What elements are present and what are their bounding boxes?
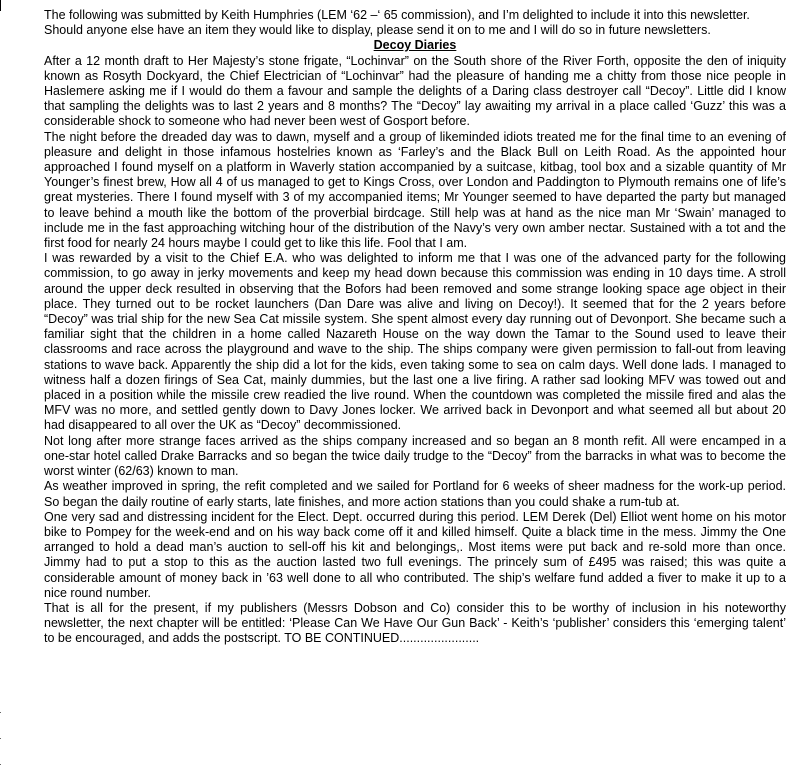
scan-speck — [0, 712, 1, 713]
scan-edge-mark — [0, 0, 1, 11]
body-paragraph-2: The night before the dreaded day was to dawn, myself and a group of likeminded idiots treated me for the final time to an evening of pleasure and delight in those infamous hostelries known as ‘Farley’s and the Black Bull on Leith Road. As the appointed hour approached I found myself on a platform in Waverly station accompanied by a suitcase, kitbag, tool box and a sizable quantity of Mr Younger’s finest brew, How all 4 of us managed to get to Kings Cross, over London and Paddington to Plymouth remains one of life’s great mysteries. There I found myself with 3 of my accompanied items; Mr Younger seemed to have departed the party but managed to leave behind a mouth like the bottom of the proverbial birdcage. Still help was at hand as the nice man Mr ‘Swain’ managed to include me in the fast approaching witching hour of the distribution of the Navy’s very own amber nectar. Sustained with a tot and the first food for nearly 24 hours maybe I could get to like this life. Fool that I am. — [44, 129, 786, 251]
body-paragraph-5: As weather improved in spring, the refit completed and we sailed for Portland for 6 weeks of sheer madness for the work-up period. So began the daily routine of early starts, late finishes, and more action stations than you could shake a rum-tub at. — [44, 479, 786, 509]
intro-paragraph: The following was submitted by Keith Humphries (LEM ‘62 –‘ 65 commission), and I’m delighted to include it into this newsletter. Should anyone else have an item they would like to display, please send it on to me and I will do so in future newsletters. — [44, 8, 750, 38]
scan-speck — [0, 738, 1, 739]
body-paragraph-4: Not long after more strange faces arrived as the ships company increased and so began an 8 month refit. All were encamped in a one-star hotel called Drake Barracks and so began the twice daily trudge to the “Decoy” from the barracks in what was to become the worst winter (62/63) known to man. — [44, 433, 786, 479]
newsletter-page — [44, 8, 786, 647]
body-paragraph-3: I was rewarded by a visit to the Chief E.A. who was delighted to inform me that I was one of the advanced party for the following commission, to go away in jerky movements and keep my head down because this commission was ending in 10 days time. A stroll around the upper deck resulted in observing that the Bofors had been removed and some strange looking space age object in their place. They turned out to be rocket launchers (Dan Dare was alive and living on Decoy!). It seemed that for the 2 years before “Decoy” was trial ship for the new Sea Cat missile system. She spent almost every day running out of Devonport. She became such a familiar sight that the children in a home called Nazareth House on the way down the Tamar to the Sound used to leave their classrooms and race across the playground and wave to the ship. The ships company were given permission to fall-out from leaving stations to wave back. Apparently the ship did a lot for the kids, even taking some to sea on calm days. Well done lads. I managed to witness half a dozen firings of Sea Cat, mainly dummies, but the last one a live firing. A rather sad looking MFV was towed out and placed in a position while the missile crew readied the live round. When the countdown was completed the missile fired and alas the MFV was no more, and settled gently down to Davy Jones locker. We arrived back in Devonport and what seemed all but about 20 had disappeared to all over the UK as “Decoy” decommissioned. — [44, 251, 786, 433]
closing-paragraph: That is all for the present, if my publishers (Messrs Dobson and Co) consider this to be worthy of inclusion in his noteworthy newsletter, the next chapter will be entitled: ‘Please Can We Have Our Gun Back’ - Keith’s ‘publisher’ considers this ‘emerging talent’ to be encouraged, and adds the postscript. TO BE CONTINUED....................... — [44, 600, 786, 646]
scan-speck — [0, 764, 1, 765]
body-paragraph-1: After a 12 month draft to Her Majesty’s stone frigate, “Lochinvar” on the South shore of the River Forth, opposite the den of iniquity known as Rosyth Dockyard, the Chief Electrician of “Lochinvar” had the pleasure of handing me a chitty from those nice people in Haslemere asking me if I would do them a favour and sample the delights of a Daring class destroyer call “Decoy”. Little did I know that sampling the delights was to last 2 years and 8 months? The “Decoy” lay awaiting my arrival in a place called ‘Guzz’ this was a considerable shock to someone who had never been west of Gosport before. — [44, 53, 786, 129]
article-title: Decoy Diaries — [373, 38, 457, 53]
body-paragraph-6: One very sad and distressing incident for the Elect. Dept. occurred during this period. LEM Derek (Del) Elliot went home on his motor bike to Pompey for the week-end and on his way back come off it and killed himself. Quite a black time in the mess. Jimmy the One arranged to hold a dead man’s auction to sell-off his kit and belongings,. Most items were put back and re-sold more than once. Jimmy had to put a stop to this as the auction lasted two full evenings. The princely sum of £495 was raised; this was quite a considerable amount of money back in ’63 well done to all who contributed. The ship’s welfare fund added a fiver to make it up to a nice round number. — [44, 509, 786, 600]
